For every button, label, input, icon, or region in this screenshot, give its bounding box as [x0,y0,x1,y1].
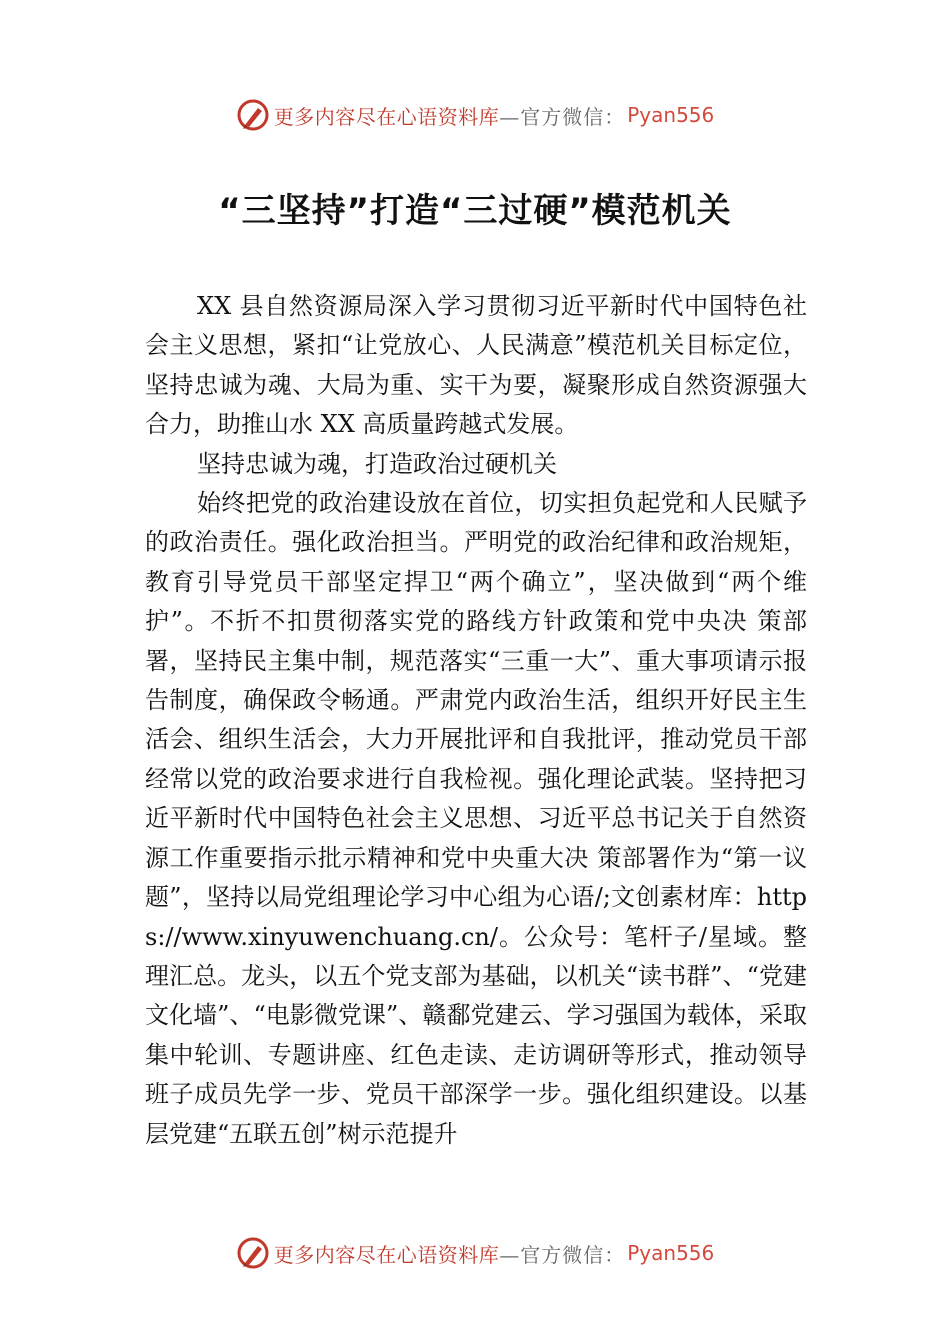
document-title: “三坚持”打造“三过硬”模范机关 [218,191,732,231]
banner-wechat-handle: Pyan556 [627,1241,715,1265]
paragraph-intro: XX 县自然资源局深入学习贯彻习近平新时代中国特色社会主义思想，紧扣“让党放心、人民满意”模范机关目标定位，坚持忠诚为魂、大局为重、实干为要，凝聚形成自然资源强大合力，助推山水 XX 高质量跨越式发展。 [145,292,807,439]
banner-label: —官方微信： [499,104,626,129]
section-heading: 坚持忠诚为魂，打造政治过硬机关 [197,449,557,478]
banner-label: —官方微信： [499,1242,626,1267]
banner-wechat-handle: Pyan556 [627,103,715,127]
paragraph-body: 始终把党的政治建设放在首位，切实担负起党和人民赋予的政治责任。强化政治担当。严明党的政治纪律和政治规矩，教育引导党员干部坚定捍卫“两个确立”，坚决做到“两个维护”。不折不扣贯彻落实党的路线方针政策和党中央决 策部署，坚持民主集中制，规范落实“三重一大”、重大事项请示报告制度，确保政令畅通。严肃党内政治生活，组织开好民主生活会、组织生活会，大力开展批评和自我批评，推动党员干部经常以党的政治要求进行自我检视。强化理论武装。坚持把习近平新时代中国特色社会主义思想、习近平总书记关于自然资源工作重要指示批示精神和党中央重大决 策部署作为“第一议题”，坚持以局党组理论学习中心组为心语/;文创素材库：https://www.xinyuwenchuang.cn/。公众号：笔杆子/星域。整理汇总。龙头，以五个党支部为基础，以机关“读书群”、“党建文化墙”、“电影微党课”、赣鄱党建云、学习强国为载体，采取集中轮训、专题讲座、红色走读、走访调研等形式，推动领导班子成员先学一步、党员干部深学一步。强化组织建设。以基层党建“五联五创”树示范提升 [145,489,807,1148]
banner-site-name: 更多内容尽在心语资料库 [273,1242,500,1267]
document-body [145,287,807,1154]
footer-watermark-banner [0,1233,950,1273]
pen-logo-icon [236,1236,270,1270]
pen-logo-icon [236,98,270,132]
banner-site-name: 更多内容尽在心语资料库 [273,104,500,129]
header-watermark-banner [0,95,950,135]
